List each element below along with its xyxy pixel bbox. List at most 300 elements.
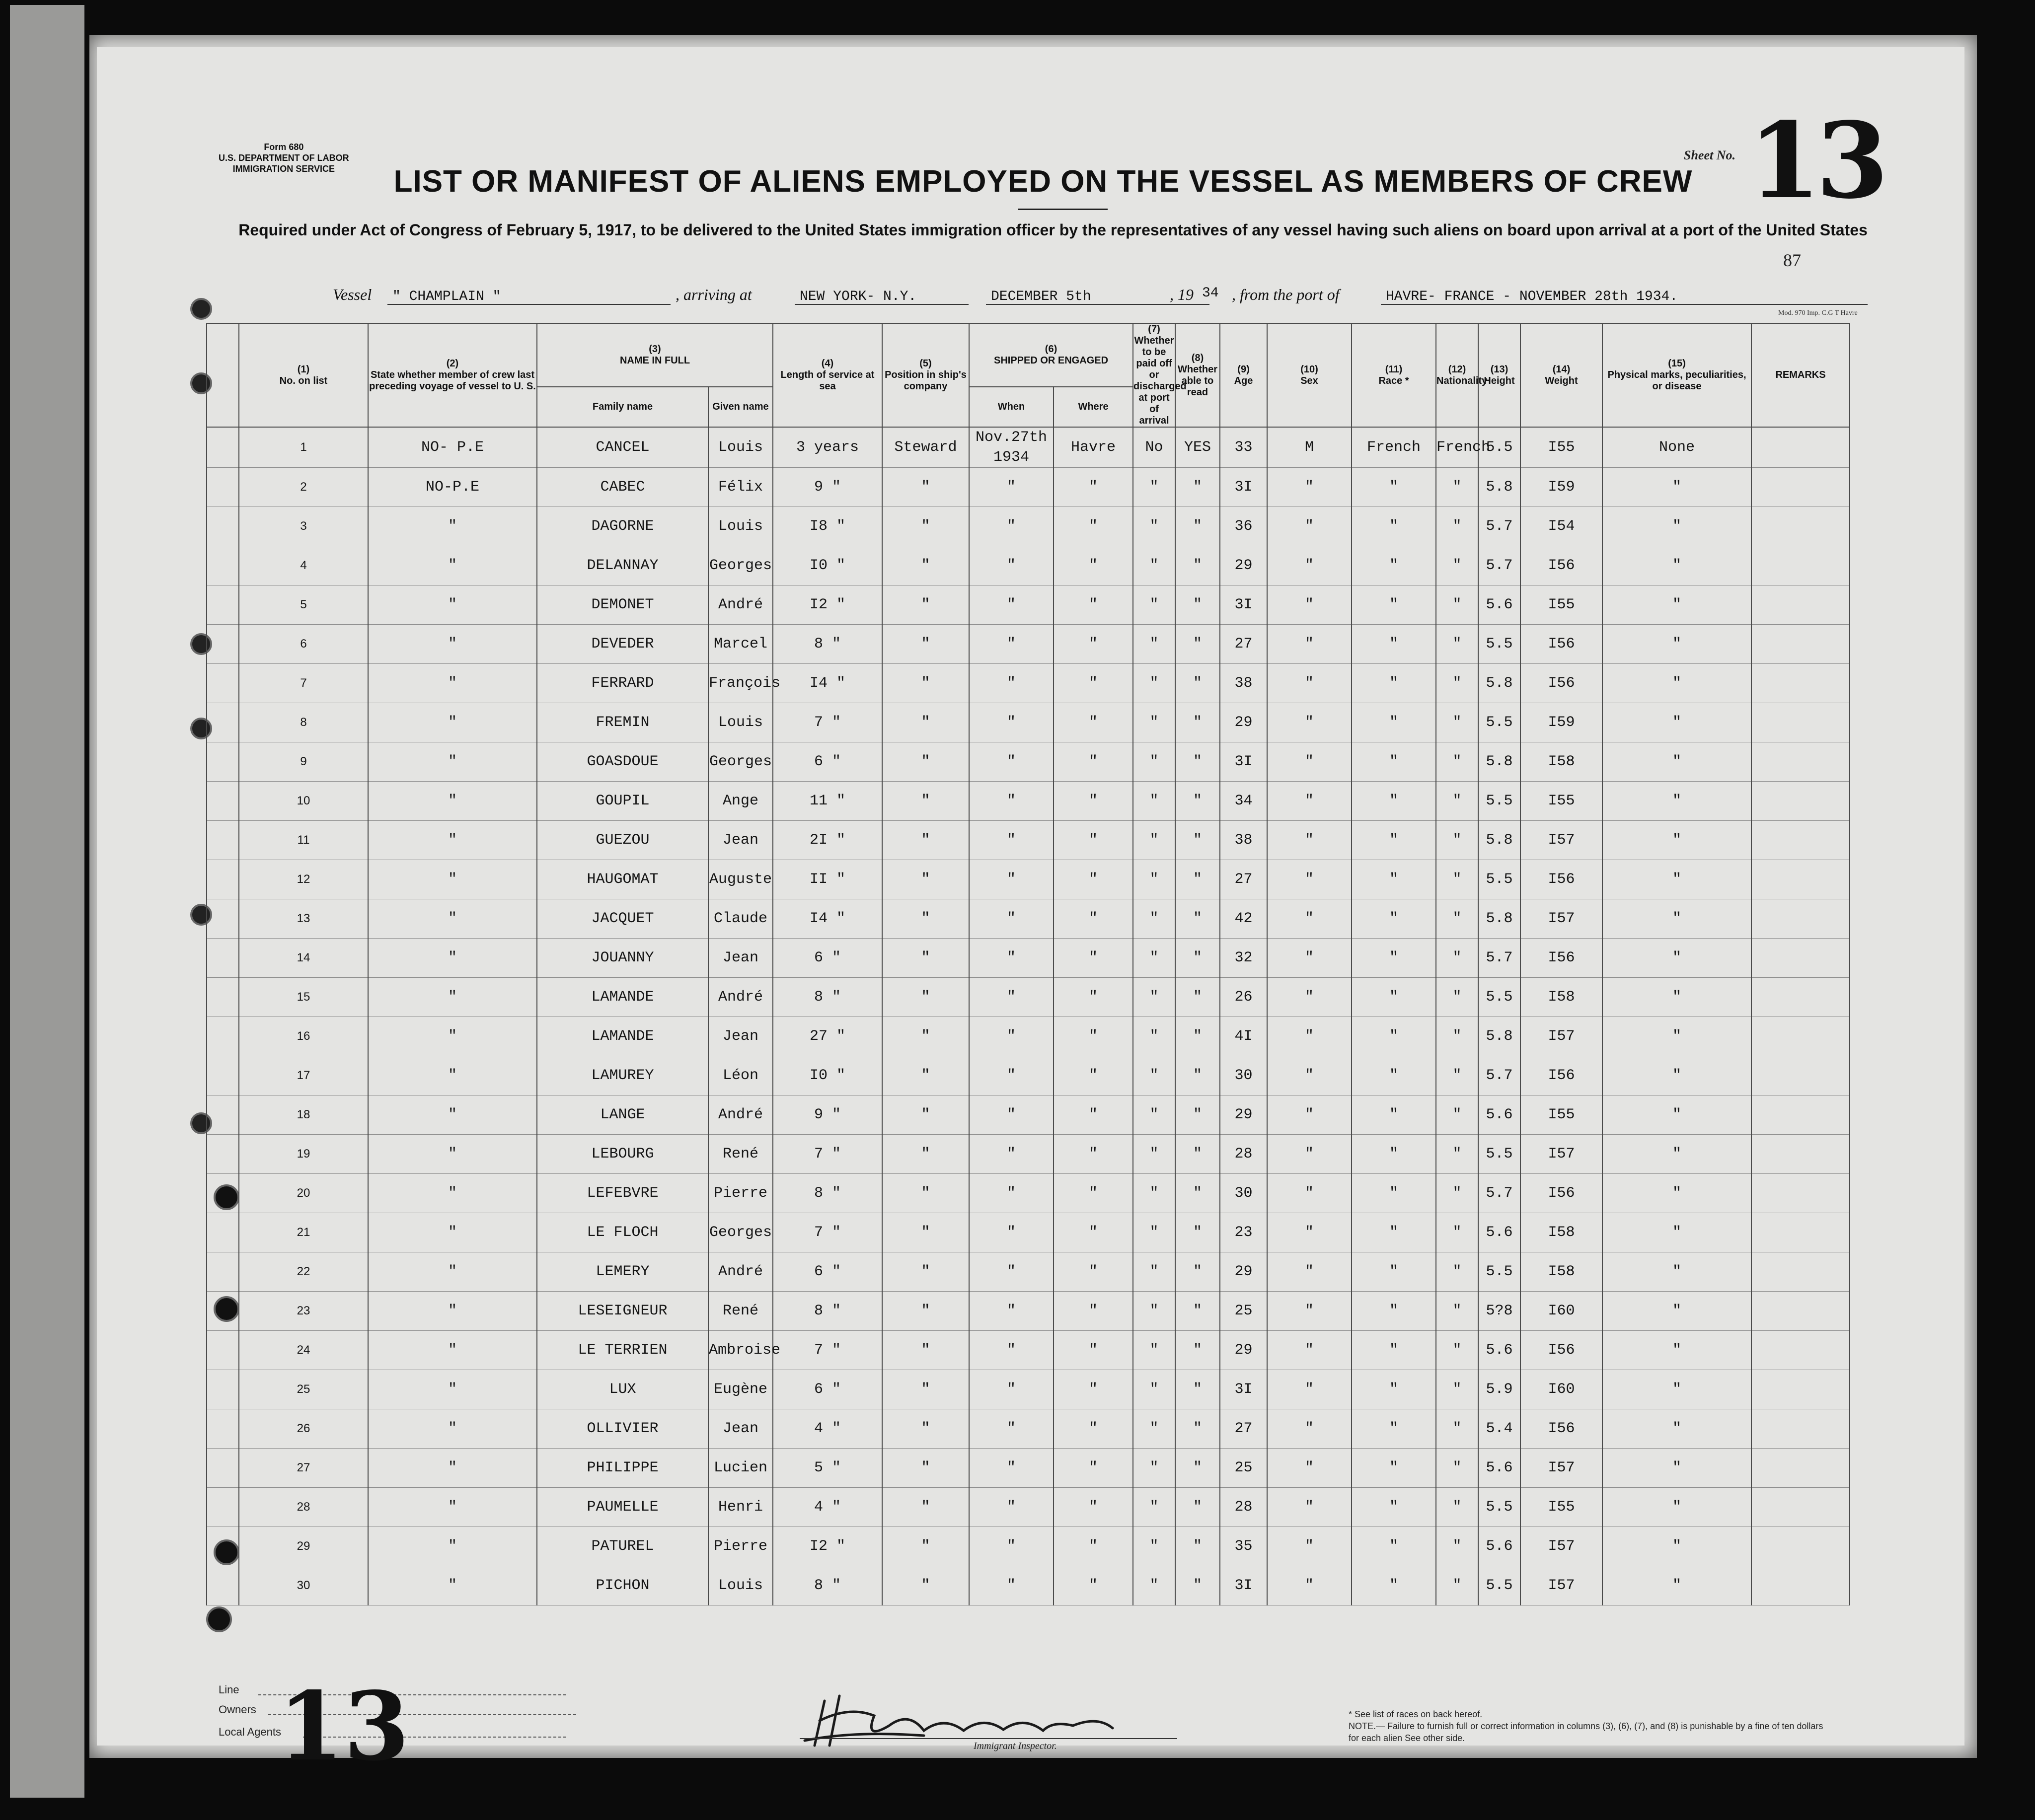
race-cell: " [1352, 703, 1436, 742]
service-cell: 6 " [773, 742, 882, 782]
position-cell: " [882, 546, 969, 585]
page-count: 87 [1783, 250, 1801, 270]
margin-cell [207, 742, 239, 782]
marks-cell: " [1602, 1527, 1751, 1566]
height-cell: 5.7 [1478, 1056, 1520, 1095]
margin-cell [207, 1213, 239, 1252]
paid-off-cell: " [1133, 1527, 1175, 1566]
weight-cell: I56 [1520, 1174, 1602, 1213]
remarks-cell [1751, 468, 1850, 507]
table-row [207, 1409, 1850, 1449]
read-cell: " [1175, 978, 1220, 1017]
given-name-cell: Eugène [708, 1370, 773, 1409]
position-cell: " [882, 1056, 969, 1095]
position-cell: " [882, 1449, 969, 1488]
table-row [207, 978, 1850, 1017]
given-name-cell: Georges [708, 742, 773, 782]
given-name-cell: Lucien [708, 1449, 773, 1488]
family-name-cell: PAUMELLE [537, 1488, 708, 1527]
marks-cell: " [1602, 664, 1751, 703]
column-header-name: (3) NAME IN FULL [537, 323, 773, 387]
nationality-cell: " [1436, 1213, 1478, 1252]
line-label: Line [219, 1683, 239, 1696]
nationality-cell: " [1436, 664, 1478, 703]
column-header-no: (1) No. on list [239, 323, 368, 427]
height-cell: 5.8 [1478, 1017, 1520, 1056]
given-name-cell: Félix [708, 468, 773, 507]
column-header-service: (4) Length of service at sea [773, 323, 882, 427]
service-cell: I4 " [773, 664, 882, 703]
when-cell: " [969, 1488, 1054, 1527]
marks-cell: " [1602, 821, 1751, 860]
remarks-cell [1751, 1056, 1850, 1095]
when-cell: " [969, 1409, 1054, 1449]
sex-cell: " [1267, 978, 1352, 1017]
weight-cell: I58 [1520, 1213, 1602, 1252]
read-cell: " [1175, 860, 1220, 899]
remarks-cell [1751, 507, 1850, 546]
when-cell: " [969, 860, 1054, 899]
from-label: , from the port of [1232, 286, 1340, 303]
row-number: 20 [239, 1174, 368, 1213]
when-cell: " [969, 1331, 1054, 1370]
position-cell: Steward [882, 427, 969, 468]
given-name-cell: Pierre [708, 1527, 773, 1566]
marks-cell: " [1602, 1370, 1751, 1409]
read-cell: " [1175, 1409, 1220, 1449]
where-cell: " [1054, 546, 1133, 585]
margin-cell [207, 546, 239, 585]
penalty-note: NOTE.— Failure to furnish full or correct information in columns (3), (6), (7), and (8) is punishable by a fine of ten dollars for each alien See other side. [1349, 1721, 1823, 1743]
family-name-cell: LANGE [537, 1095, 708, 1135]
given-name-cell: Auguste [708, 860, 773, 899]
race-cell: " [1352, 1095, 1436, 1135]
sex-cell: " [1267, 507, 1352, 546]
family-name-cell: FREMIN [537, 703, 708, 742]
margin-cell [207, 1409, 239, 1449]
prev-voyage-cell: " [368, 1566, 537, 1605]
prev-voyage-cell: " [368, 978, 537, 1017]
row-number: 19 [239, 1135, 368, 1174]
margin-cell [207, 978, 239, 1017]
remarks-cell [1751, 939, 1850, 978]
where-cell: " [1054, 782, 1133, 821]
age-cell: 30 [1220, 1056, 1267, 1095]
service-cell: 7 " [773, 1213, 882, 1252]
when-date: Nov.27th [975, 429, 1048, 446]
row-number: 27 [239, 1449, 368, 1488]
port-underline [1381, 304, 1868, 305]
race-cell: " [1352, 742, 1436, 782]
paid-off-cell: " [1133, 742, 1175, 782]
age-cell: 33 [1220, 427, 1267, 468]
weight-cell: I55 [1520, 1488, 1602, 1527]
height-cell: 5?8 [1478, 1292, 1520, 1331]
nationality-cell: " [1436, 899, 1478, 939]
race-cell: " [1352, 821, 1436, 860]
table-row [207, 1017, 1850, 1056]
family-name-cell: LESEIGNEUR [537, 1292, 708, 1331]
prev-voyage-cell: " [368, 585, 537, 625]
marks-cell: " [1602, 1566, 1751, 1605]
remarks-cell [1751, 585, 1850, 625]
form-number: Form 680 [264, 142, 304, 152]
table-row [207, 585, 1850, 625]
family-name-cell: OLLIVIER [537, 1409, 708, 1449]
race-cell: French [1352, 427, 1436, 468]
read-cell: " [1175, 703, 1220, 742]
remarks-cell [1751, 1370, 1850, 1409]
prev-voyage-cell: " [368, 507, 537, 546]
remarks-cell [1751, 1488, 1850, 1527]
position-cell: " [882, 1252, 969, 1292]
service-cell: 6 " [773, 1252, 882, 1292]
position-cell: " [882, 664, 969, 703]
when-cell: " [969, 899, 1054, 939]
prev-voyage-cell: " [368, 899, 537, 939]
family-name-cell: HAUGOMAT [537, 860, 708, 899]
margin-cell [207, 899, 239, 939]
when-cell: " [969, 468, 1054, 507]
arrival-date: DECEMBER 5th [991, 289, 1091, 304]
table-row [207, 899, 1850, 939]
weight-cell: I56 [1520, 625, 1602, 664]
row-number: 23 [239, 1292, 368, 1331]
table-row [207, 507, 1850, 546]
when-cell: " [969, 507, 1054, 546]
weight-cell: I58 [1520, 978, 1602, 1017]
where-cell: " [1054, 1566, 1133, 1605]
nationality-cell: " [1436, 742, 1478, 782]
margin-cell [207, 1292, 239, 1331]
remarks-cell [1751, 1566, 1850, 1605]
table-row [207, 1370, 1850, 1409]
service-cell: 3 years [773, 427, 882, 468]
height-cell: 5.5 [1478, 427, 1520, 468]
marks-cell: " [1602, 1449, 1751, 1488]
column-header-where: Where [1054, 387, 1133, 427]
row-number: 8 [239, 703, 368, 742]
paid-off-cell: " [1133, 978, 1175, 1017]
row-number: 1 [239, 427, 368, 468]
race-cell: " [1352, 1566, 1436, 1605]
row-number: 25 [239, 1370, 368, 1409]
service-cell: 4 " [773, 1488, 882, 1527]
prev-voyage-cell: " [368, 703, 537, 742]
table-row [207, 1135, 1850, 1174]
nationality-cell: " [1436, 939, 1478, 978]
height-cell: 5.6 [1478, 1213, 1520, 1252]
where-cell: " [1054, 978, 1133, 1017]
position-cell: " [882, 625, 969, 664]
height-cell: 5.5 [1478, 1566, 1520, 1605]
when-cell: " [969, 742, 1054, 782]
sex-cell: " [1267, 585, 1352, 625]
position-cell: " [882, 821, 969, 860]
read-cell: " [1175, 1213, 1220, 1252]
read-cell: " [1175, 1017, 1220, 1056]
race-cell: " [1352, 1135, 1436, 1174]
margin-cell [207, 860, 239, 899]
margin-cell [207, 1095, 239, 1135]
vessel-label: Vessel [333, 286, 372, 303]
race-cell: " [1352, 1331, 1436, 1370]
age-cell: 38 [1220, 664, 1267, 703]
given-name-cell: Georges [708, 1213, 773, 1252]
marks-cell: " [1602, 1135, 1751, 1174]
paid-off-cell: " [1133, 821, 1175, 860]
position-cell: " [882, 468, 969, 507]
weight-cell: I56 [1520, 546, 1602, 585]
age-cell: 35 [1220, 1527, 1267, 1566]
family-name-cell: LAMANDE [537, 978, 708, 1017]
column-header-read: (8) Whether able to read [1175, 323, 1220, 427]
given-name-cell: Léon [708, 1056, 773, 1095]
paid-off-cell: " [1133, 507, 1175, 546]
when-cell: " [969, 821, 1054, 860]
where-cell: " [1054, 703, 1133, 742]
remarks-cell [1751, 1252, 1850, 1292]
family-name-cell: GUEZOU [537, 821, 708, 860]
when-cell: " [969, 1017, 1054, 1056]
read-cell: " [1175, 507, 1220, 546]
margin-cell [207, 507, 239, 546]
family-name-cell: PATUREL [537, 1527, 708, 1566]
height-cell: 5.7 [1478, 1174, 1520, 1213]
margin-cell [207, 1370, 239, 1409]
sex-cell: " [1267, 625, 1352, 664]
row-number: 18 [239, 1095, 368, 1135]
service-cell: 7 " [773, 703, 882, 742]
header-row-1 [207, 323, 1850, 387]
margin-cell [207, 664, 239, 703]
age-cell: 4I [1220, 1017, 1267, 1056]
date-underline [986, 304, 1209, 305]
remarks-cell [1751, 899, 1850, 939]
family-name-cell: PHILIPPE [537, 1449, 708, 1488]
position-cell: " [882, 1370, 969, 1409]
table-row [207, 1331, 1850, 1370]
marks-cell: None [1602, 427, 1751, 468]
service-cell: 27 " [773, 1017, 882, 1056]
position-cell: " [882, 939, 969, 978]
paid-off-cell: " [1133, 1095, 1175, 1135]
row-number: 5 [239, 585, 368, 625]
height-cell: 5.4 [1478, 1409, 1520, 1449]
column-header-race: (11) Race * [1352, 323, 1436, 427]
family-name-cell: PICHON [537, 1566, 708, 1605]
row-number: 21 [239, 1213, 368, 1252]
paid-off-cell: " [1133, 1370, 1175, 1409]
paid-off-cell: " [1133, 1056, 1175, 1095]
vessel-underline [387, 304, 671, 305]
margin-cell [207, 939, 239, 978]
prev-voyage-cell: " [368, 1017, 537, 1056]
height-cell: 5.8 [1478, 468, 1520, 507]
marks-cell: " [1602, 1213, 1751, 1252]
prev-voyage-cell: " [368, 1213, 537, 1252]
remarks-cell [1751, 1095, 1850, 1135]
nationality-cell: " [1436, 782, 1478, 821]
height-cell: 5.7 [1478, 507, 1520, 546]
prev-voyage-cell: " [368, 1331, 537, 1370]
weight-cell: I57 [1520, 1449, 1602, 1488]
sex-cell: " [1267, 1566, 1352, 1605]
given-name-cell: Jean [708, 1409, 773, 1449]
read-cell: " [1175, 468, 1220, 507]
weight-cell: I58 [1520, 742, 1602, 782]
sex-cell: " [1267, 821, 1352, 860]
marks-cell: " [1602, 1017, 1751, 1056]
nationality-cell: " [1436, 1095, 1478, 1135]
margin-cell [207, 703, 239, 742]
race-cell: " [1352, 1370, 1436, 1409]
sex-cell: " [1267, 703, 1352, 742]
read-cell: " [1175, 1095, 1220, 1135]
prev-voyage-cell: NO- P.E [368, 427, 537, 468]
family-name-cell: CANCEL [537, 427, 708, 468]
paid-off-cell: " [1133, 1566, 1175, 1605]
when-cell: " [969, 1449, 1054, 1488]
service-cell: I0 " [773, 546, 882, 585]
family-name-cell: GOUPIL [537, 782, 708, 821]
read-cell: " [1175, 1135, 1220, 1174]
marks-cell: " [1602, 1409, 1751, 1449]
height-cell: 5.5 [1478, 1488, 1520, 1527]
given-name-cell: Louis [708, 703, 773, 742]
where-cell: " [1054, 742, 1133, 782]
remarks-cell [1751, 1017, 1850, 1056]
position-cell: " [882, 742, 969, 782]
nationality-cell: " [1436, 978, 1478, 1017]
position-cell: " [882, 1135, 969, 1174]
manifest-table-wrap [206, 323, 1850, 1649]
form-id [219, 142, 349, 174]
row-number: 16 [239, 1017, 368, 1056]
read-cell: " [1175, 664, 1220, 703]
prev-voyage-cell: NO-P.E [368, 468, 537, 507]
weight-cell: I57 [1520, 1135, 1602, 1174]
race-footnote: * See list of races on back hereof. [1349, 1709, 1483, 1719]
margin-cell [207, 821, 239, 860]
given-name-cell: Louis [708, 427, 773, 468]
where-cell: " [1054, 1252, 1133, 1292]
weight-cell: I57 [1520, 1017, 1602, 1056]
column-header-remarks: REMARKS [1751, 323, 1850, 427]
weight-cell: I58 [1520, 1252, 1602, 1292]
when-cell: " [969, 1174, 1054, 1213]
read-cell: " [1175, 1174, 1220, 1213]
family-name-cell: CABEC [537, 468, 708, 507]
remarks-cell [1751, 1527, 1850, 1566]
age-cell: 25 [1220, 1449, 1267, 1488]
nationality-cell: " [1436, 1527, 1478, 1566]
remarks-cell [1751, 742, 1850, 782]
when-cell: " [969, 939, 1054, 978]
family-name-cell: DEVEDER [537, 625, 708, 664]
where-cell: Havre [1054, 427, 1133, 468]
title-rule [1018, 209, 1108, 210]
punch-hole [190, 298, 212, 320]
age-cell: 27 [1220, 625, 1267, 664]
age-cell: 3I [1220, 742, 1267, 782]
paid-off-cell: " [1133, 1135, 1175, 1174]
race-cell: " [1352, 1017, 1436, 1056]
signature-line [800, 1738, 1177, 1739]
column-header-prev-voyage: (2) State whether member of crew last preceding voyage of vessel to U. S. [368, 323, 537, 427]
read-cell: " [1175, 625, 1220, 664]
read-cell: " [1175, 821, 1220, 860]
age-cell: 36 [1220, 507, 1267, 546]
nationality-cell: " [1436, 1056, 1478, 1095]
margin-cell [207, 468, 239, 507]
read-cell: " [1175, 742, 1220, 782]
column-header-marks: (15) Physical marks, peculiarities, or disease [1602, 323, 1751, 427]
sheet-label: Sheet No. [1684, 148, 1735, 162]
where-cell: " [1054, 585, 1133, 625]
margin-cell [207, 1174, 239, 1213]
family-name-cell: LEFEBVRE [537, 1174, 708, 1213]
remarks-cell [1751, 1331, 1850, 1370]
given-name-cell: Henri [708, 1488, 773, 1527]
race-cell: " [1352, 585, 1436, 625]
sex-cell: " [1267, 742, 1352, 782]
paid-off-cell: " [1133, 1331, 1175, 1370]
height-cell: 5.8 [1478, 899, 1520, 939]
position-cell: " [882, 899, 969, 939]
prev-voyage-cell: " [368, 1409, 537, 1449]
margin-cell [207, 1252, 239, 1292]
remarks-cell [1751, 625, 1850, 664]
vessel-name: " CHAMPLAIN " [392, 289, 501, 304]
paid-off-cell: " [1133, 782, 1175, 821]
read-cell: " [1175, 1252, 1220, 1292]
weight-cell: I60 [1520, 1370, 1602, 1409]
service-cell: II " [773, 860, 882, 899]
sex-cell: " [1267, 1527, 1352, 1566]
weight-cell: I57 [1520, 899, 1602, 939]
marks-cell: " [1602, 1056, 1751, 1095]
given-name-cell: Pierre [708, 1174, 773, 1213]
margin-cell [207, 1331, 239, 1370]
age-cell: 28 [1220, 1135, 1267, 1174]
sex-cell: " [1267, 899, 1352, 939]
where-cell: " [1054, 1488, 1133, 1527]
row-number: 26 [239, 1409, 368, 1449]
where-cell: " [1054, 1056, 1133, 1095]
age-cell: 3I [1220, 585, 1267, 625]
arriving-port: NEW YORK- N.Y. [800, 289, 917, 304]
row-number: 13 [239, 899, 368, 939]
race-cell: " [1352, 1488, 1436, 1527]
marks-cell: " [1602, 978, 1751, 1017]
remarks-cell [1751, 703, 1850, 742]
position-cell: " [882, 1566, 969, 1605]
nationality-cell: " [1436, 468, 1478, 507]
family-name-cell: DAGORNE [537, 507, 708, 546]
height-cell: 5.6 [1478, 1095, 1520, 1135]
column-header-paid-off: (7) Whether to be paid off or discharged at port of arrival [1133, 324, 1187, 426]
service-cell: 6 " [773, 1370, 882, 1409]
read-cell: " [1175, 1527, 1220, 1566]
height-cell: 5.8 [1478, 664, 1520, 703]
paid-off-cell: No [1133, 427, 1175, 468]
age-cell: 27 [1220, 860, 1267, 899]
remarks-cell [1751, 1449, 1850, 1488]
given-name-cell: Ambroise [708, 1331, 773, 1370]
service-cell: 8 " [773, 1566, 882, 1605]
when-cell [969, 427, 1054, 468]
